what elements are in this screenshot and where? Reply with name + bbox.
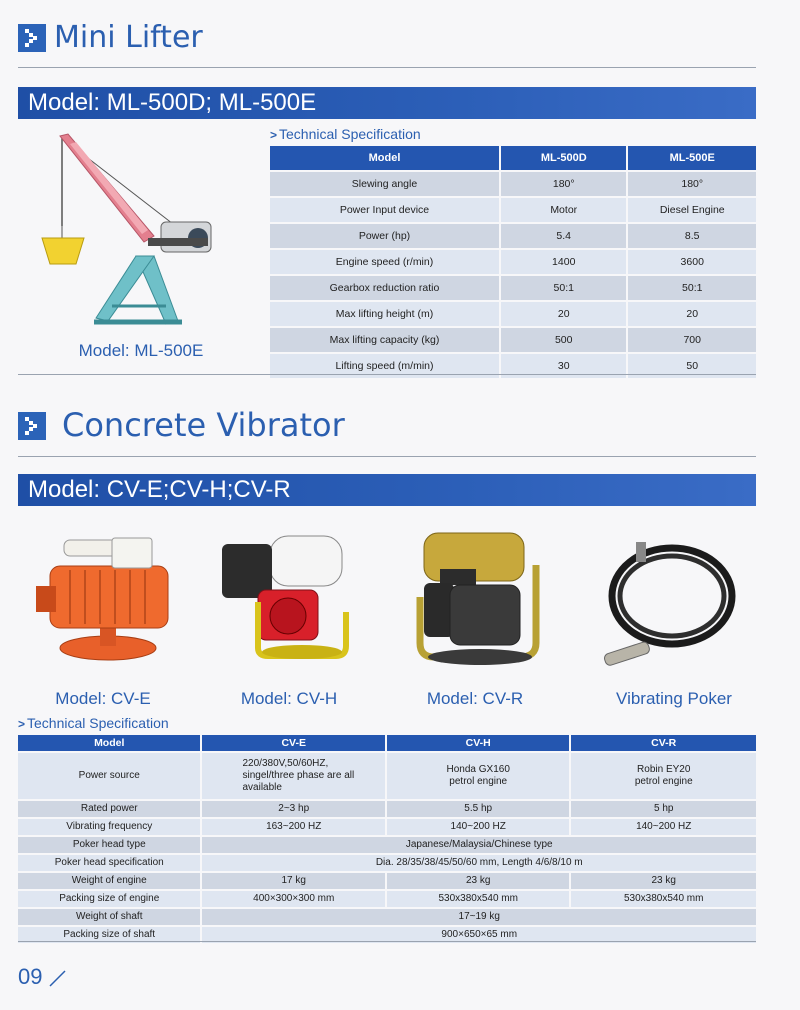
cv-e-caption: Model: CV-E [55, 689, 151, 708]
row-label: Lifting speed (m/min) [270, 354, 499, 378]
table-cell: Japanese/Malaysia/Chinese type [202, 837, 756, 853]
table-header: ML-500D [501, 146, 626, 170]
table-cell: 23 kg [387, 873, 569, 889]
table-row [18, 855, 756, 871]
row-label: Engine speed (r/min) [270, 250, 499, 274]
page-number: 09 [18, 964, 43, 989]
row-label: Packing size of shaft [18, 927, 200, 943]
table-cell: 8.5 [628, 224, 756, 248]
table-cell: 140~200 HZ [571, 819, 756, 835]
table-header: CV-R [571, 735, 756, 751]
row-label: Max lifting height (m) [270, 302, 499, 326]
table-cell: 530x380x540 mm [571, 891, 756, 907]
divider [18, 941, 756, 942]
table-cell: 400×300×300 mm [202, 891, 384, 907]
row-label: Max lifting capacity (kg) [270, 328, 499, 352]
table-header: CV-E [202, 735, 384, 751]
table-cell: 20 [628, 302, 756, 326]
table-row [270, 198, 756, 222]
mini-lifter-image [36, 126, 226, 336]
section-arrow-icon [18, 412, 46, 440]
table-row [18, 891, 756, 907]
spec-label-text: Technical Specification [27, 715, 169, 731]
table-cell: 5.5 hp [387, 801, 569, 817]
mini-lifter-caption: Model: ML-500E [78, 341, 204, 360]
vibrating-poker-image [596, 536, 746, 672]
table-row [18, 819, 756, 835]
row-label: Poker head type [18, 837, 200, 853]
table-cell: 1400 [501, 250, 626, 274]
table-cell: 20 [501, 302, 626, 326]
table-row [270, 172, 756, 196]
spec-label-text: Technical Specification [279, 126, 421, 142]
table-cell: 5.4 [501, 224, 626, 248]
cv-e-image [30, 530, 180, 665]
table-cell: 900×650×65 mm [202, 927, 756, 943]
row-label: Rated power [18, 801, 200, 817]
row-label: Weight of engine [18, 873, 200, 889]
table-cell: 17~19 kg [202, 909, 756, 925]
table-cell: 50:1 [501, 276, 626, 300]
concrete-vibrator-spec-label [18, 715, 169, 731]
table-row [18, 753, 756, 799]
cv-r-image [410, 525, 550, 670]
table-row [18, 837, 756, 853]
table-cell: 500 [501, 328, 626, 352]
row-label: Weight of shaft [18, 909, 200, 925]
model-banner-concrete-vibrator: Model: CV-E;CV-H;CV-R [18, 474, 756, 506]
row-label: Poker head specification [18, 855, 200, 871]
table-cell: Diesel Engine [628, 198, 756, 222]
table-cell: 17 kg [202, 873, 384, 889]
table-cell: 180° [628, 172, 756, 196]
table-header: CV-H [387, 735, 569, 751]
row-label: Packing size of engine [18, 891, 200, 907]
table-cell: 2~3 hp [202, 801, 384, 817]
table-cell: Motor [501, 198, 626, 222]
table-cell: 530x380x540 mm [387, 891, 569, 907]
row-label: Vibrating frequency [18, 819, 200, 835]
table-cell: 3600 [628, 250, 756, 274]
table-row [270, 328, 756, 352]
cv-h-image [218, 528, 358, 663]
table-cell: 180° [501, 172, 626, 196]
table-cell: 50 [628, 354, 756, 378]
table-cell: 30 [501, 354, 626, 378]
row-label: Power (hp) [270, 224, 499, 248]
section-title-mini-lifter: Mini Lifter [54, 20, 203, 55]
table-row [270, 224, 756, 248]
table-header: Model [18, 735, 200, 751]
table-cell: 23 kg [571, 873, 756, 889]
concrete-vibrator-spec-table [16, 733, 758, 945]
divider [18, 456, 756, 457]
model-banner-mini-lifter: Model: ML-500D; ML-500E [18, 87, 756, 119]
row-label: Power Input device [270, 198, 499, 222]
chevron-right-icon: > [270, 128, 278, 142]
slash-decoration-icon [48, 968, 68, 988]
table-cell: 220/380V,50/60HZ, singel/three phase are all available [202, 753, 384, 799]
table-row [270, 250, 756, 274]
table-cell: 5 hp [571, 801, 756, 817]
table-cell: 140~200 HZ [387, 819, 569, 835]
section-arrow-icon [18, 24, 46, 52]
vibrating-poker-caption: Vibrating Poker [616, 689, 732, 708]
row-label: Slewing angle [270, 172, 499, 196]
mini-lifter-spec-label [270, 126, 421, 142]
table-cell: Robin EY20 petrol engine [571, 753, 756, 799]
table-row [18, 873, 756, 889]
row-label: Gearbox reduction ratio [270, 276, 499, 300]
cv-r-caption: Model: CV-R [426, 689, 524, 708]
section-title-concrete-vibrator: Concrete Vibrator [62, 406, 345, 444]
table-row [18, 801, 756, 817]
table-header: ML-500E [628, 146, 756, 170]
mini-lifter-spec-table [268, 144, 758, 380]
table-cell: 700 [628, 328, 756, 352]
table-row [270, 302, 756, 326]
table-row [270, 276, 756, 300]
table-cell: Honda GX160 petrol engine [387, 753, 569, 799]
chevron-right-icon: > [18, 717, 26, 731]
table-cell: 163~200 HZ [202, 819, 384, 835]
cv-h-caption: Model: CV-H [240, 689, 338, 708]
table-cell: 50:1 [628, 276, 756, 300]
table-header: Model [270, 146, 499, 170]
row-label: Power source [18, 753, 200, 799]
table-cell: Dia. 28/35/38/45/50/60 mm, Length 4/6/8/10 m [202, 855, 756, 871]
divider [18, 374, 756, 375]
divider [18, 67, 756, 68]
table-row [18, 909, 756, 925]
